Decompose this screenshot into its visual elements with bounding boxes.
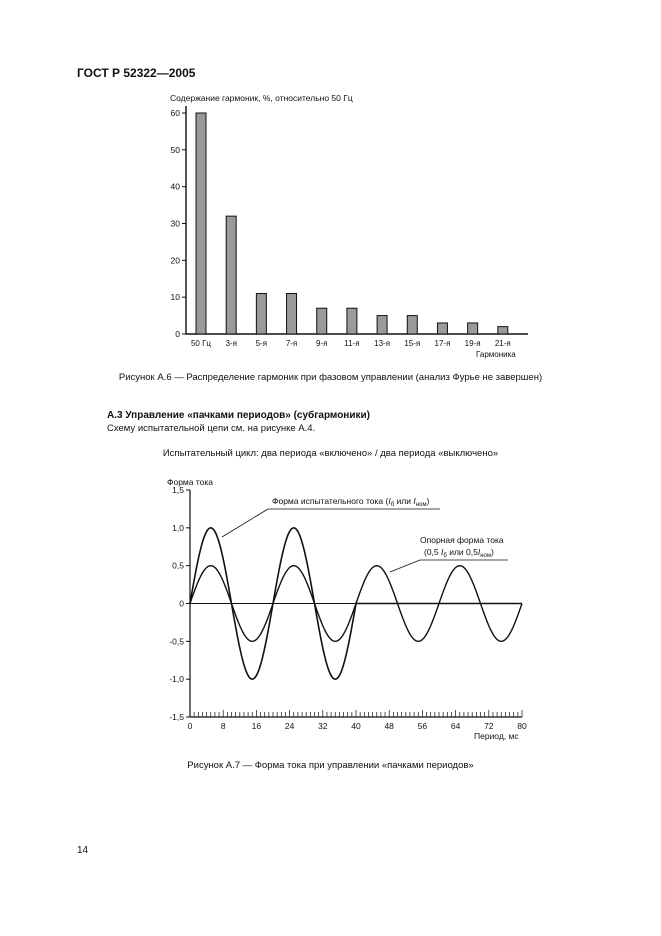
section-title: А.3 Управление «пачками периодов» (субгармоники): [107, 410, 370, 421]
y-tick-label: 20: [170, 255, 180, 266]
chart-title: Содержание гармоник, %, относительно 50 Гц: [170, 93, 353, 103]
x-tick-label: 72: [484, 721, 494, 731]
x-tick-label: 80: [517, 721, 527, 731]
test-cycle-note: Испытательный цикл: два периода «включено» / два периода «выключено»: [162, 448, 499, 459]
annotation-ref-line1: Опорная форма тока: [420, 535, 504, 545]
y-tick-label: 0: [175, 329, 180, 339]
x-tick-label: 21-я: [494, 339, 511, 348]
y-tick-label: 0,5: [172, 560, 184, 571]
y-tick-label: 0: [179, 598, 184, 609]
y-tick-label: 50: [170, 144, 180, 155]
x-tick-label: 11-я: [344, 339, 360, 348]
x-tick-label: 3-я: [225, 339, 237, 348]
annotation-ref-line2: (0,5 $I_б$ или $0,5I_{ном}$): [424, 547, 494, 559]
x-axis-label: Гармоника: [476, 350, 516, 359]
x-tick-label: 5-я: [255, 339, 268, 348]
x-tick-label: 64: [450, 721, 461, 731]
y-tick-label: -0,5: [169, 636, 184, 647]
y-tick-label: 10: [170, 292, 180, 303]
page-number: 14: [77, 845, 89, 856]
y-tick-label: 60: [170, 108, 180, 118]
document-header: ГОСТ Р 52322—2005: [77, 66, 196, 80]
y-tick-label: 1,0: [172, 522, 184, 533]
x-axis-label: Период, мс: [474, 731, 519, 741]
x-tick-label: 13-я: [374, 339, 391, 348]
y-tick-label: -1,5: [169, 712, 184, 722]
x-tick-label: 16: [251, 721, 262, 731]
x-tick-label: 7-я: [285, 339, 298, 348]
x-tick-label: 19-я: [464, 339, 481, 348]
x-ticks: [188, 710, 527, 731]
x-tick-label: 0: [187, 721, 193, 731]
y-tick-label: 1,5: [172, 485, 184, 495]
x-tick-label: 9-я: [316, 339, 328, 348]
x-tick-label: 40: [351, 721, 361, 731]
y-axis-label: Форма тока: [167, 477, 214, 487]
x-tick-label: 32: [318, 721, 328, 731]
y-tick-label: 40: [170, 181, 180, 192]
annotation-leader-test: [222, 509, 268, 537]
x-tick-label: 15-я: [404, 339, 421, 348]
figure-caption-a6: Рисунок А.6 — Распределение гармоник при фазовом управлении (анализ Фурье не завершен): [118, 372, 543, 383]
x-tick-label: 50 Гц: [190, 339, 212, 348]
annotation-leader-ref: [390, 560, 420, 572]
y-tick-label: 30: [170, 218, 180, 229]
figure-caption-a7: Рисунок А.7 — Форма тока при управлении «пачками периодов»: [187, 760, 474, 771]
x-tick-label: 24: [284, 721, 295, 731]
x-tick-label: 48: [384, 721, 394, 731]
annotation-test-current: Форма испытательного тока ($I_б$ или $I_{ном}$): [272, 496, 430, 508]
y-tick-label: -1,0: [169, 674, 184, 685]
x-tick-label: 56: [417, 721, 428, 731]
x-tick-label: 17-я: [434, 339, 451, 348]
section-text: Схему испытательной цепи см. на рисунке А.4.: [107, 423, 316, 434]
x-tick-label: 8: [220, 721, 226, 731]
